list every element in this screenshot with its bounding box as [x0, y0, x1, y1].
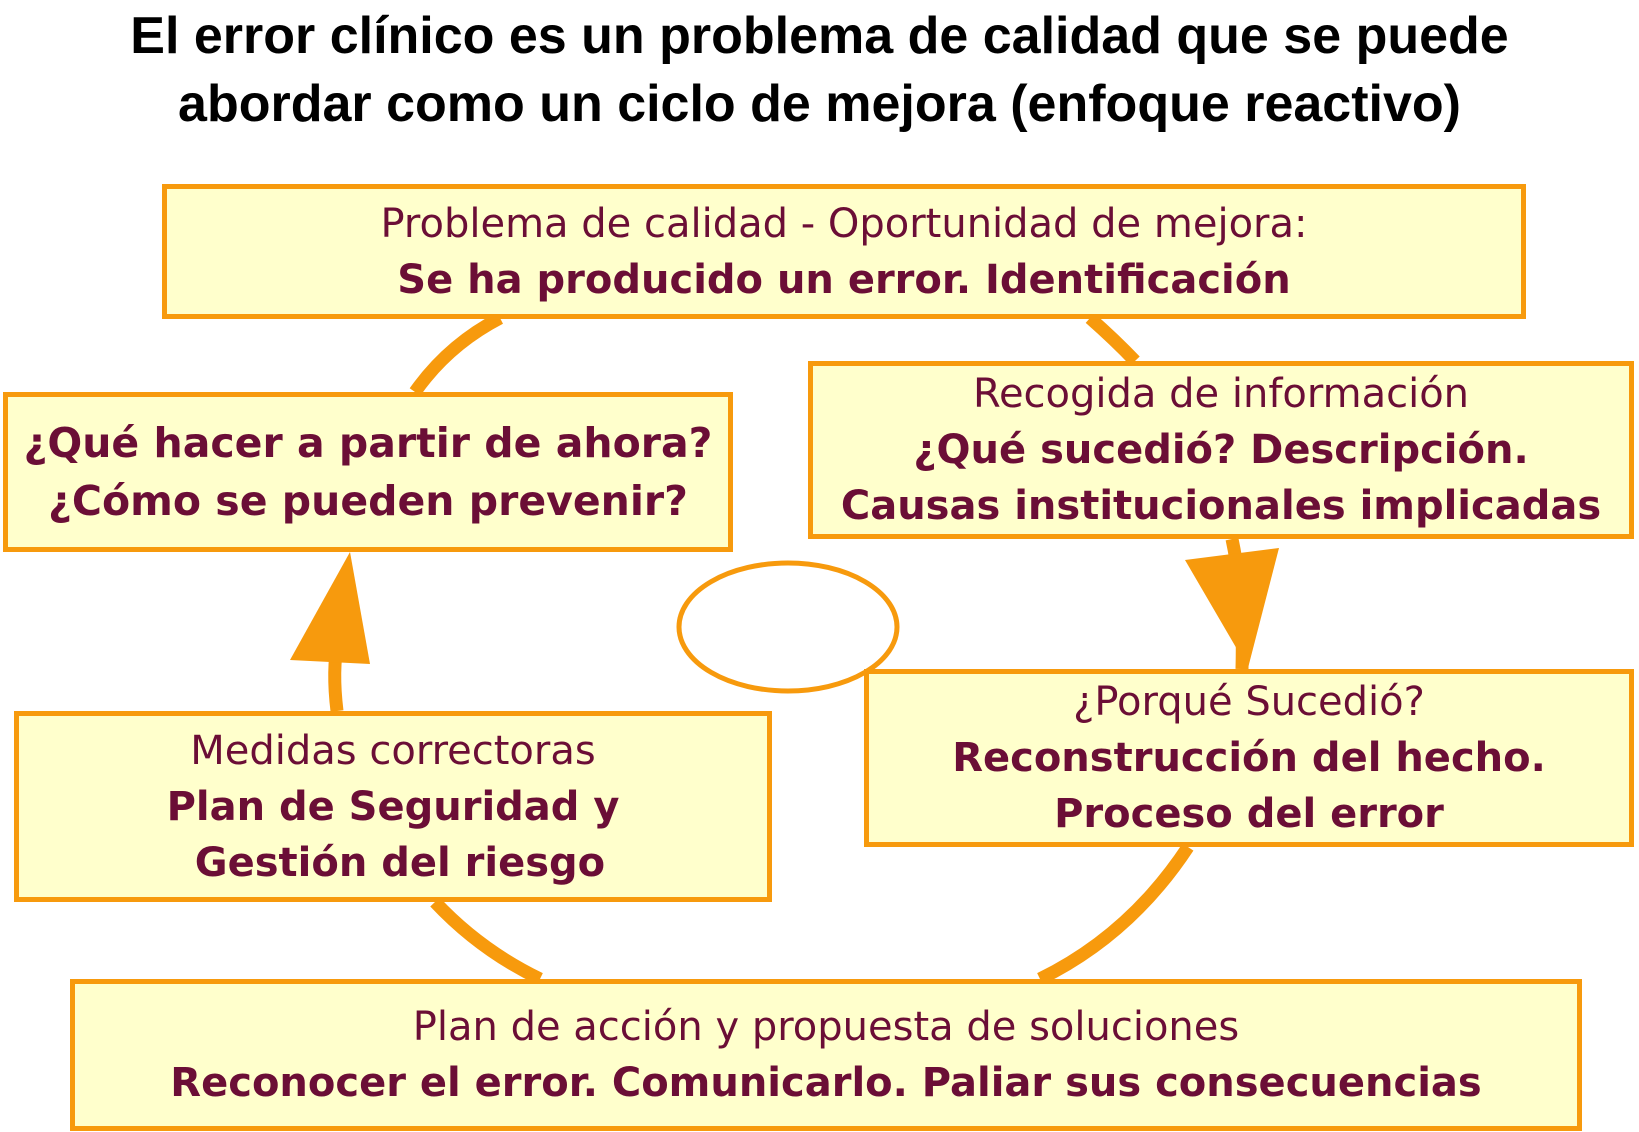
step-recogida-detail-2: Causas institucionales implicadas	[840, 483, 1602, 529]
title-emphasis: error clínico	[193, 7, 495, 65]
step-plan-box	[70, 979, 1582, 1131]
step-quehacer-question-2: ¿Cómo se pueden prevenir?	[48, 477, 688, 525]
step-quehacer-question-1: ¿Qué hacer a partir de ahora?	[23, 419, 713, 467]
step-porque-detail-1: Reconstrucción del hecho.	[952, 735, 1546, 781]
step-recogida-detail-1: ¿Qué sucedió? Descripción.	[913, 427, 1529, 473]
title-part-2: es un problema de calidad que se puede	[494, 7, 1509, 65]
step-recogida-heading: Recogida de información	[972, 371, 1470, 417]
step-problema-box	[162, 184, 1526, 319]
step-porque-heading: ¿Porqué Sucedió?	[1073, 679, 1425, 725]
arrow-head-down	[1185, 548, 1279, 668]
title-part-1: El	[130, 7, 194, 65]
title-line-2: abordar como un ciclo de mejora (enfoque reactivo)	[178, 75, 1461, 133]
cycle-arc-top-left	[415, 318, 500, 392]
step-porque-box	[864, 669, 1634, 847]
step-plan-detail: Reconocer el error. Comunicarlo. Paliar sus consecuencias	[170, 1060, 1482, 1106]
step-problema-heading: Problema de calidad - Oportunidad de mejora:	[380, 200, 1308, 247]
step-medidas-box	[14, 711, 772, 902]
cycle-arc-bottom-left	[435, 902, 540, 979]
step-medidas-detail-1: Plan de Seguridad y	[166, 783, 620, 830]
arrow-head-up	[290, 552, 370, 664]
cycle-arc-bottom-right	[1040, 847, 1188, 979]
step-problema-detail: Se ha producido un error. Identificación	[397, 256, 1291, 303]
step-plan-heading: Plan de acción y propuesta de soluciones	[412, 1004, 1240, 1050]
step-porque-detail-2: Proceso del error	[1054, 791, 1444, 837]
step-recogida-box	[808, 361, 1634, 539]
cycle-arc-top-right	[1090, 318, 1135, 361]
step-medidas-detail-2: Gestión del riesgo	[180, 839, 606, 886]
step-quehacer-box	[3, 392, 733, 552]
step-medidas-heading: Medidas correctoras	[190, 727, 596, 774]
